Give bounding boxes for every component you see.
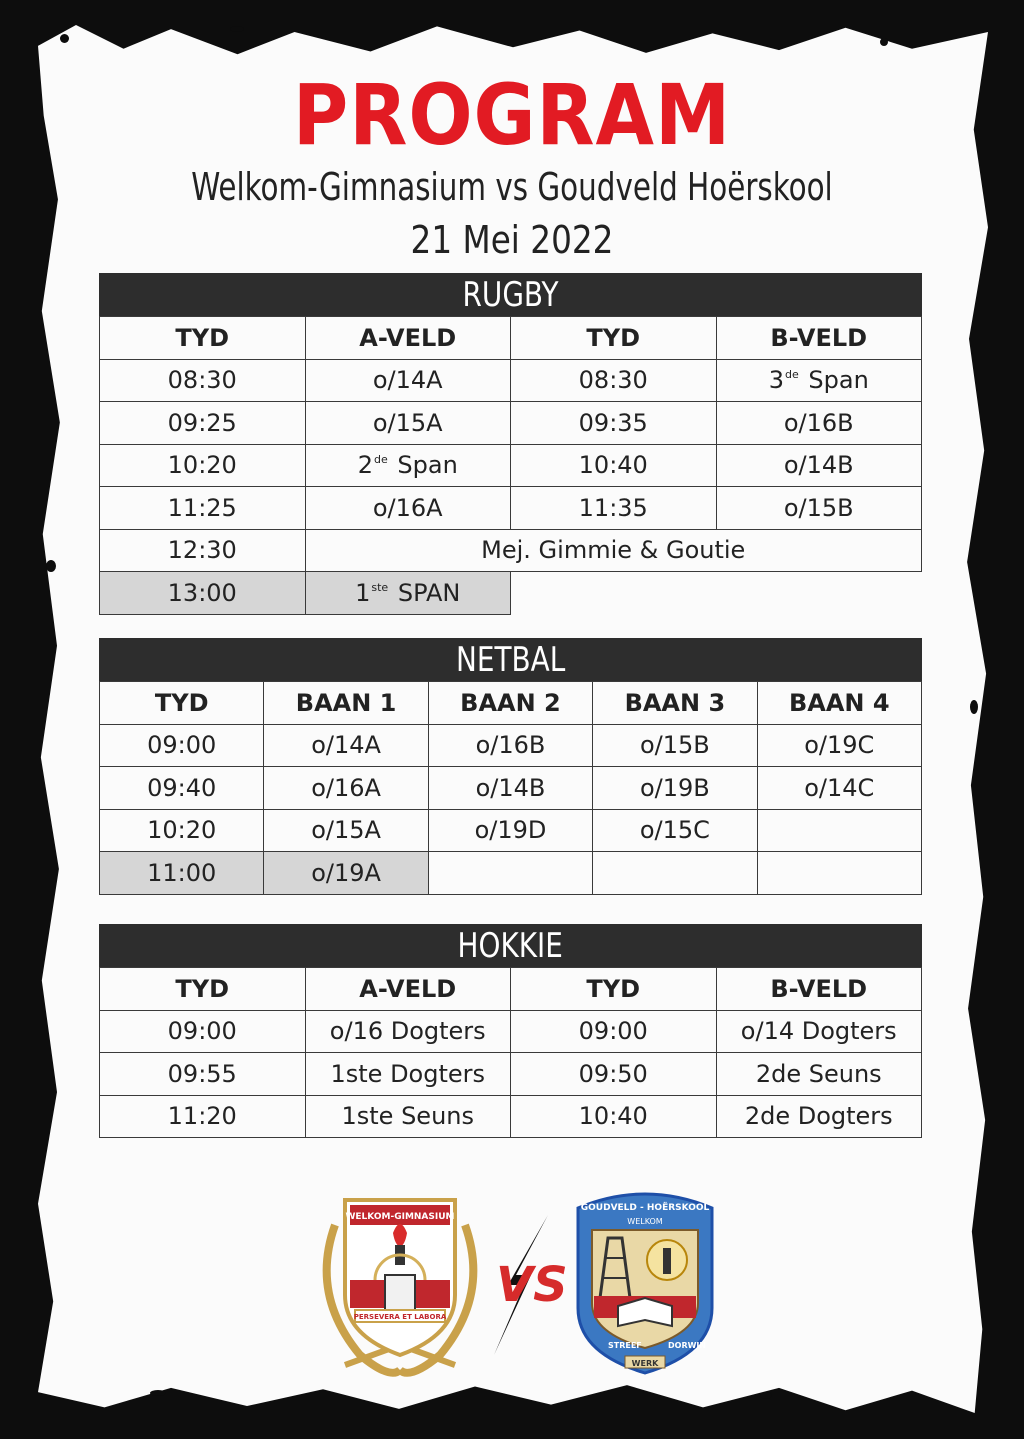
empty-cell <box>511 572 717 615</box>
time-cell: 09:00 <box>511 1010 717 1053</box>
team-cell: 3de Span <box>716 359 922 402</box>
table-row <box>100 487 922 530</box>
hokkie-table <box>99 967 922 1138</box>
team-cell: o/19B <box>593 767 757 810</box>
column-header: TYD <box>511 968 717 1011</box>
table-row <box>100 1010 922 1053</box>
time-cell: 09:00 <box>100 1010 306 1053</box>
svg-text:WELKOM-GIMNASIUM: WELKOM-GIMNASIUM <box>345 1212 455 1222</box>
time-cell: 10:40 <box>511 1095 717 1138</box>
svg-text:DORWIN: DORWIN <box>668 1341 707 1350</box>
team-cell <box>593 852 757 895</box>
time-cell: 09:00 <box>100 724 264 767</box>
team-cell: o/16 Dogters <box>305 1010 511 1053</box>
time-cell: 08:30 <box>100 359 306 402</box>
goudveld-hoerskool-crest-logo <box>570 1188 720 1378</box>
svg-text:VS: VS <box>496 1257 568 1313</box>
hokkie-section <box>99 924 922 1138</box>
table-row <box>100 767 922 810</box>
table-row <box>100 724 922 767</box>
team-cell: o/19D <box>428 809 592 852</box>
team-cell: o/14C <box>757 767 921 810</box>
table-header-row <box>100 682 922 725</box>
grunge-speck <box>230 26 244 32</box>
column-header: TYD <box>100 968 306 1011</box>
time-cell: 10:40 <box>511 444 717 487</box>
column-header: TYD <box>511 317 717 360</box>
team-cell: o/15A <box>264 809 428 852</box>
welkom-gimnasium-crest-logo <box>305 1185 495 1385</box>
team-cell: o/15C <box>593 809 757 852</box>
column-header: BAAN 3 <box>593 682 757 725</box>
time-cell: 09:55 <box>100 1053 306 1096</box>
grunge-speck <box>60 34 69 43</box>
table-row <box>100 529 922 572</box>
table-row <box>100 852 922 895</box>
svg-text:PERSEVERA ET LABORA: PERSEVERA ET LABORA <box>353 1313 447 1321</box>
team-cell: 1ste Dogters <box>305 1053 511 1096</box>
time-cell: 12:30 <box>100 529 306 572</box>
time-cell: 09:25 <box>100 402 306 445</box>
team-cell: 2de Seuns <box>716 1053 922 1096</box>
svg-text:WELKOM: WELKOM <box>627 1217 663 1226</box>
table-row <box>100 402 922 445</box>
column-header: B-VELD <box>716 968 922 1011</box>
team-cell: o/14A <box>264 724 428 767</box>
netbal-section <box>99 638 922 895</box>
time-cell: 11:20 <box>100 1095 306 1138</box>
rugby-section <box>99 273 922 615</box>
time-cell: 11:35 <box>511 487 717 530</box>
special-event-cell: Mej. Gimmie & Goutie <box>305 529 922 572</box>
team-cell: 1ste Seuns <box>305 1095 511 1138</box>
team-cell <box>757 852 921 895</box>
column-header: BAAN 2 <box>428 682 592 725</box>
rugby-table <box>99 316 922 615</box>
team-cell: o/19C <box>757 724 921 767</box>
netbal-table <box>99 681 922 895</box>
time-cell: 13:00 <box>100 572 306 615</box>
time-cell: 10:20 <box>100 444 306 487</box>
time-cell: 11:00 <box>100 852 264 895</box>
svg-text:GOUDVELD - HOËRSKOOL: GOUDVELD - HOËRSKOOL <box>580 1203 710 1213</box>
team-cell: 2de Dogters <box>716 1095 922 1138</box>
page-title: PROGRAM <box>292 66 732 164</box>
column-header: BAAN 1 <box>264 682 428 725</box>
hokkie-heading: HOKKIE <box>99 924 922 967</box>
team-cell: o/15B <box>593 724 757 767</box>
match-subtitle: Welkom-Gimnasium vs Goudveld Hoërskool <box>191 165 833 209</box>
netbal-heading: NETBAL <box>99 638 922 681</box>
team-cell: o/15B <box>716 487 922 530</box>
team-cell: o/15A <box>305 402 511 445</box>
table-row <box>100 809 922 852</box>
table-header-row <box>100 317 922 360</box>
versus-mark <box>496 1255 576 1327</box>
grunge-speck <box>970 700 978 714</box>
time-cell: 09:40 <box>100 767 264 810</box>
team-cell <box>757 809 921 852</box>
team-cell <box>428 852 592 895</box>
table-row-highlight <box>100 572 922 615</box>
table-row <box>100 359 922 402</box>
rugby-heading: RUGBY <box>99 273 922 316</box>
table-row <box>100 1053 922 1096</box>
time-cell: 09:35 <box>511 402 717 445</box>
column-header: B-VELD <box>716 317 922 360</box>
time-cell: 08:30 <box>511 359 717 402</box>
team-cell: o/14B <box>716 444 922 487</box>
team-cell: o/14B <box>428 767 592 810</box>
empty-cell <box>716 572 922 615</box>
time-cell: 09:50 <box>511 1053 717 1096</box>
table-header-row <box>100 968 922 1011</box>
table-row <box>100 444 922 487</box>
team-cell: o/16A <box>305 487 511 530</box>
column-header: A-VELD <box>305 317 511 360</box>
team-cell: o/16B <box>428 724 592 767</box>
grunge-speck <box>880 38 888 46</box>
svg-text:WERK: WERK <box>631 1359 659 1368</box>
team-cell: 2de Span <box>305 444 511 487</box>
column-header: BAAN 4 <box>757 682 921 725</box>
table-row <box>100 1095 922 1138</box>
column-header: TYD <box>100 682 264 725</box>
team-cell: o/16A <box>264 767 428 810</box>
team-cell: o/14 Dogters <box>716 1010 922 1053</box>
column-header: A-VELD <box>305 968 511 1011</box>
team-cell: o/19A <box>264 852 428 895</box>
grunge-speck <box>46 560 56 572</box>
grunge-speck <box>150 1390 166 1396</box>
versus-text-graphic <box>496 1255 576 1315</box>
team-cell: o/16B <box>716 402 922 445</box>
grunge-speck <box>760 1392 772 1399</box>
event-date: 21 Mei 2022 <box>410 218 614 262</box>
column-header: TYD <box>100 317 306 360</box>
team-cell: 1ste SPAN <box>305 572 511 615</box>
svg-text:STREEF: STREEF <box>608 1341 642 1350</box>
team-cell: o/14A <box>305 359 511 402</box>
time-cell: 11:25 <box>100 487 306 530</box>
time-cell: 10:20 <box>100 809 264 852</box>
